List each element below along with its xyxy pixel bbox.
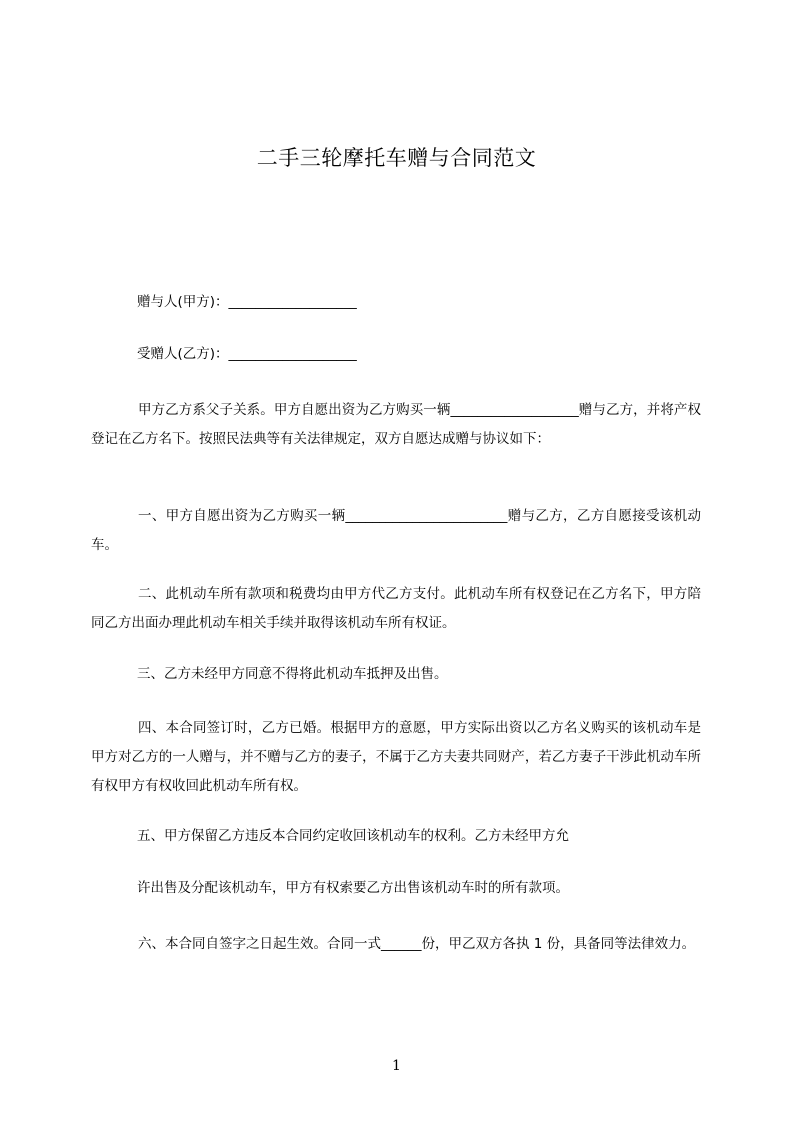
clause-2: 二、此机动车所有款项和税费均由甲方代乙方支付。此机动车所有权登记在乙方名下，甲方陪同乙方出面办理此机动车相关手续并取得该机动车所有权证。 xyxy=(91,586,701,631)
donor-line: 赠与人(甲方)：___________________ xyxy=(137,294,357,310)
intro-paragraph: 甲方乙方系父子关系。甲方自愿出资为乙方购买一辆___________________赠与乙方，并将产权登记在乙方名下。按照民法典等有关法律规定，双方自愿达成赠与协议如下： xyxy=(91,402,701,447)
clause-4: 四、本合同签订时，乙方已婚。根据甲方的意愿，甲方实际出资以乙方名义购买的该机动车是甲方对乙方的一人赠与，并不赠与乙方的妻子，不属于乙方夫妻共同财产，若乙方妻子干涉此机动车所有权甲方有权收回此机动车所有权。 xyxy=(91,720,701,794)
document-title: 二手三轮摩托车赠与合同范文 xyxy=(256,146,537,170)
clause-6: 六、本合同自签字之日起生效。合同一式______份，甲乙双方各执 1 份，具备同等法律效力。 xyxy=(138,936,696,952)
page-number: 1 xyxy=(392,1058,401,1074)
clause-5-part-2: 许出售及分配该机动车，甲方有权索要乙方出售该机动车时的所有款项。 xyxy=(137,880,569,896)
clause-3: 三、乙方未经甲方同意不得将此机动车抵押及出售。 xyxy=(137,666,448,682)
clause-1: 一、甲方自愿出资为乙方购买一辆________________________赠与乙方，乙方自愿接受该机动车。 xyxy=(91,508,701,553)
clause-5-part-1: 五、甲方保留乙方违反本合同约定收回该机动车的权利。乙方未经甲方允 xyxy=(137,828,569,844)
donee-line: 受赠人(乙方)：___________________ xyxy=(137,346,357,362)
